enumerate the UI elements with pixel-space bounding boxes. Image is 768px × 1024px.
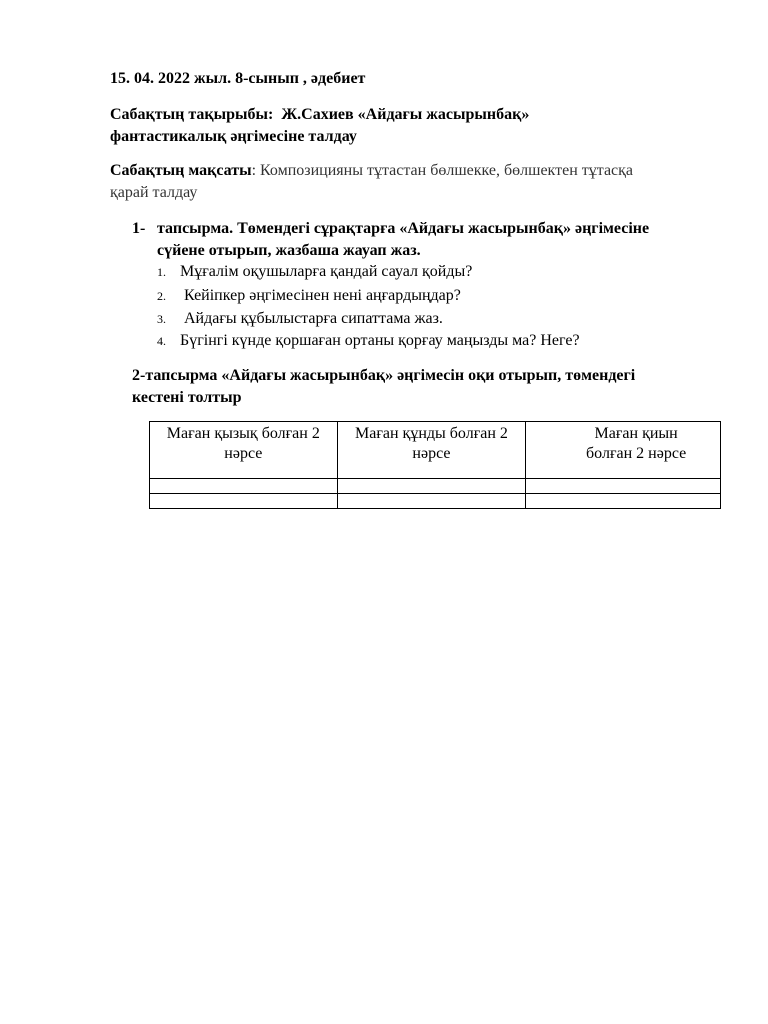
question-4-text: Бүгінгі күнде қоршаған ортаны қорғау маңызды ма? Неге? xyxy=(180,332,580,349)
header-2-line-2: нәрсе xyxy=(412,445,451,462)
header-1-line-1: Маған қызық болған 2 xyxy=(166,425,320,442)
question-4-number: 4. xyxy=(157,334,166,348)
table-cell[interactable] xyxy=(526,494,721,509)
topic-line-1 xyxy=(110,104,529,126)
table-header-cell xyxy=(337,422,526,479)
topic-text-2: фантастикалық әңгімесіне талдау xyxy=(110,128,357,145)
table-header-cell xyxy=(150,422,338,479)
table-cell[interactable] xyxy=(150,479,338,494)
goal-text-2: қарай талдау xyxy=(110,184,198,201)
question-1-number: 1. xyxy=(157,265,166,279)
goal-label: Сабақтың мақсаты xyxy=(110,162,252,179)
question-3-text: Айдағы құбылыстарға сипаттама жаз. xyxy=(184,310,443,327)
task2-text-1: 2-тапсырма «Айдағы жасырынбақ» әңгімесін оқи отырып, төмендегі xyxy=(132,367,636,384)
table-header-cell xyxy=(526,422,721,479)
question-2-number: 2. xyxy=(157,289,166,303)
header-2-line-1: Маған құнды болған 2 xyxy=(355,425,508,442)
topic-label: Сабақтың тақырыбы: xyxy=(110,106,274,123)
header-3-line-1: Маған қиын xyxy=(594,425,678,442)
header-3-line-2: болған 2 нәрсе xyxy=(586,445,687,462)
table-cell[interactable] xyxy=(526,479,721,494)
table-cell[interactable] xyxy=(150,494,338,509)
goal-text-1: : Композицияны тұтастан бөлшекке, бөлшектен тұтасқа xyxy=(251,162,634,179)
table-cell[interactable] xyxy=(337,494,526,509)
date-line: 15. 04. 2022 жыл. 8-сынып , әдебиет xyxy=(110,70,366,87)
answer-table xyxy=(149,421,721,509)
task1-text-2: сүйене отырып, жазбаша жауап жаз. xyxy=(157,242,421,259)
task1-number: 1- xyxy=(132,220,146,237)
question-3-number: 3. xyxy=(157,312,166,326)
question-2-text: Кейіпкер әңгімесінен нені аңғардыңдар? xyxy=(184,287,461,304)
question-1-text: Мұғалім оқушыларға қандай сауал қойды? xyxy=(180,263,473,280)
topic-text-1: Ж.Сахиев «Айдағы жасырынбақ» xyxy=(281,106,530,123)
task2-text-2: кестені толтыр xyxy=(132,389,242,406)
table-header-row xyxy=(150,422,721,479)
table-cell[interactable] xyxy=(337,479,526,494)
table-row xyxy=(150,494,721,509)
table-row xyxy=(150,479,721,494)
goal-line-1 xyxy=(110,160,633,182)
header-1-line-2: нәрсе xyxy=(224,445,263,462)
task1-text-1: тапсырма. Төмендегі сұрақтарға «Айдағы жасырынбақ» әңгімесіне xyxy=(157,220,650,237)
